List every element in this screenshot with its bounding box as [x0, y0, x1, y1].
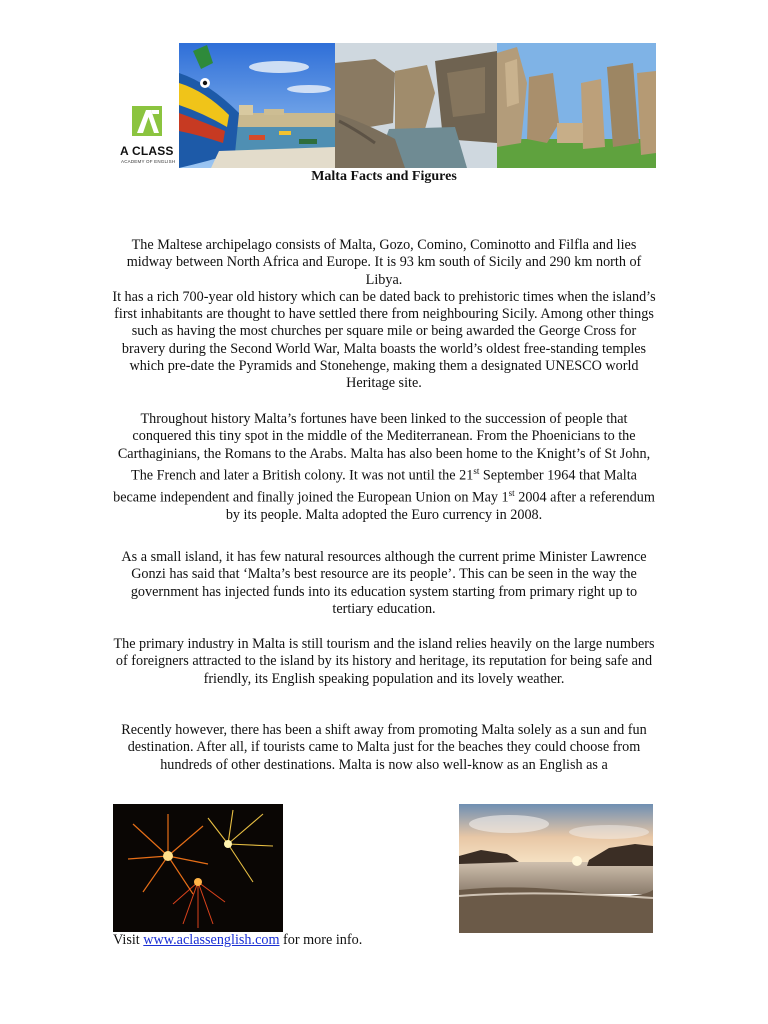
cliffs-inlet-photo: [335, 43, 497, 168]
paragraph-succession-part-2: September 1964 that Malta became independent and finally joined the European Union on May 1: [113, 467, 637, 506]
paragraph-shift-text: Recently however, there has been a shift away from promoting Malta solely as a sun and fun destination. After all, if tourists came to Malta just for the beaches they could choose from hundreds of other destinations. Malta is now also well-know as an English as a: [121, 722, 647, 773]
superscript-st: st: [473, 465, 480, 476]
sunset-beach-photo: [459, 804, 653, 933]
logo-brand-text: A CLASS: [120, 144, 174, 158]
paragraph-tourism: [110, 636, 658, 688]
harbour-boat-photo: [179, 43, 335, 168]
paragraph-shift: [110, 722, 658, 774]
temple-ruins-photo: [497, 43, 656, 168]
paragraph-succession-part-1: Throughout history Malta’s fortunes have been linked to the succession of people that conquered this tiny spot in the middle of the Mediterranean. From the Phoenicians to the Carthaginians, the Romans to the Arabs. Malta has also been home to the Knight’s of St John, The French and later a British colony. It was not until the 21: [117, 411, 651, 484]
footer-prefix: Visit: [113, 932, 144, 948]
paragraph-history-text: It has a rich 700-year old history which can be dated back to prehistoric times when the island’s first inhabitants are thought to have settled there from neighbouring Sicily. Among other things such as having the most churches per square mile or being awarded the George Cross for bravery during the Second World War, Malta boasts the world’s oldest free-standing temples which pre-date the Pyramids and Stonehenge, making them a designated UNESCO world Heritage site.: [112, 288, 656, 392]
logo-mark-icon: [132, 106, 162, 136]
page-title: Malta Facts and Figures: [311, 169, 457, 184]
banner-photos: [179, 43, 656, 168]
paragraph-geography: [110, 237, 658, 393]
paragraph-succession-text: [110, 411, 658, 524]
website-link[interactable]: www.aclassenglish.com: [143, 932, 280, 948]
paragraph-resources-text: As a small island, it has few natural resources although the current prime Minister Lawrence Gonzi has said that ‘Malta’s best resource are its people’. This can be seen in the way the government has injected funds into its education system starting from primary right up to tertiary education.: [121, 549, 647, 617]
footer-suffix: for more info.: [279, 932, 363, 948]
paragraph-succession-part-3: 2004 after a referendum by its people. Malta adopted the Euro currency in 2008.: [225, 489, 655, 523]
logo: [114, 100, 178, 168]
fireworks-photo: [113, 804, 283, 932]
logo-tagline: ACADEMY OF ENGLISH: [121, 159, 176, 164]
paragraph-geography-text: The Maltese archipelago consists of Malta, Gozo, Comino, Cominotto and Filfla and lies midway between North Africa and Europe. It is 93 km south of Sicily and 290 km north of Libya.: [126, 237, 642, 288]
paragraph-tourism-text: The primary industry in Malta is still tourism and the island relies heavily on the large numbers of foreigners attracted to the island by its history and heritage, its reputation for being safe and friendly, its English speaking population and its lovely weather.: [113, 636, 655, 687]
superscript-st: st: [508, 487, 515, 498]
paragraph-resources: [110, 549, 658, 618]
footer-visit-text: [113, 932, 362, 949]
paragraph-succession: [110, 411, 658, 524]
